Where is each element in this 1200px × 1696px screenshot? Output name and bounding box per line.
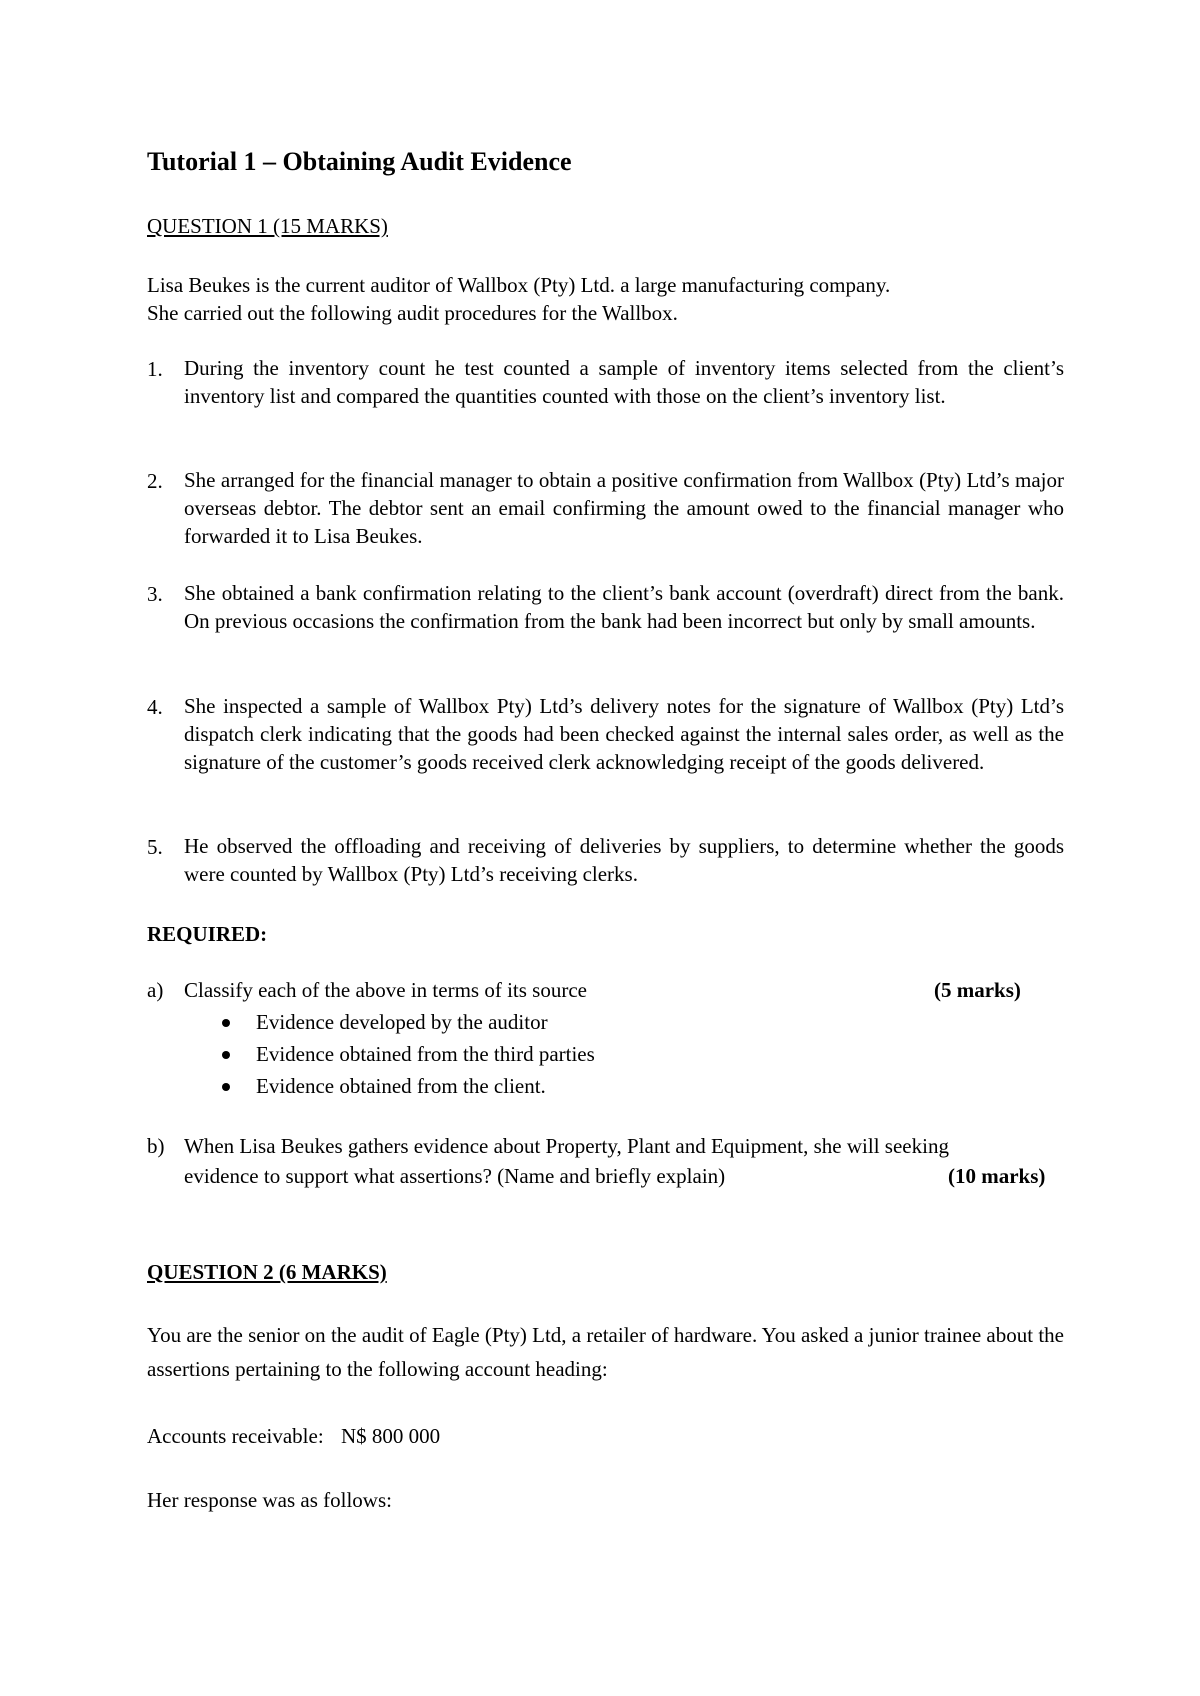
part-b-line-2: evidence to support what assertions? (Name and briefly explain) bbox=[184, 1164, 726, 1188]
part-a-letter: a) bbox=[147, 978, 164, 1002]
q2-intro: You are the senior on the audit of Eagle (Pty) Ltd, a retailer of hardware. You asked a junior trainee about the assertions pertaining to the following account heading: bbox=[147, 1323, 1064, 1381]
item-2-text: She arranged for the financial manager to obtain a positive confirmation from Wallbox (Pty) Ltd’s major overseas debtor. The debtor sent an email confirming the amount owed to the financial manager who forwarded it to Lisa Beukes. bbox=[184, 468, 1064, 548]
part-a-bullet-2: Evidence obtained from the third parties bbox=[256, 1042, 595, 1066]
part-b-marks: (10 marks) bbox=[948, 1164, 1046, 1188]
account-value: N$ 800 000 bbox=[341, 1424, 441, 1448]
bullet-icon bbox=[222, 1019, 230, 1027]
account-label: Accounts receivable: bbox=[147, 1424, 324, 1448]
item-4-number: 4. bbox=[147, 695, 163, 719]
item-3-number: 3. bbox=[147, 582, 163, 606]
part-a-marks: (5 marks) bbox=[934, 978, 1021, 1002]
part-a-text: Classify each of the above in terms of its source bbox=[184, 978, 587, 1002]
document-title: Tutorial 1 – Obtaining Audit Evidence bbox=[147, 147, 572, 176]
required-label: REQUIRED: bbox=[147, 922, 268, 946]
question-1-heading: QUESTION 1 (15 MARKS) bbox=[147, 214, 388, 238]
question-2-heading: QUESTION 2 (6 MARKS) bbox=[147, 1260, 387, 1284]
bullet-icon bbox=[222, 1051, 230, 1059]
q2-response: Her response was as follows: bbox=[147, 1488, 392, 1512]
item-5-number: 5. bbox=[147, 835, 163, 859]
item-3-text: She obtained a bank confirmation relating to the client’s bank account (overdraft) direct from the bank. On previous occasions the confirmation from the bank had been incorrect but only by small amounts. bbox=[184, 581, 1064, 633]
q1-intro-line-1: Lisa Beukes is the current auditor of Wallbox (Pty) Ltd. a large manufacturing company. bbox=[147, 273, 891, 297]
q1-intro-line-2: She carried out the following audit procedures for the Wallbox. bbox=[147, 301, 678, 325]
item-2-number: 2. bbox=[147, 469, 163, 493]
part-a-bullet-3: Evidence obtained from the client. bbox=[256, 1074, 546, 1098]
item-4-text: She inspected a sample of Wallbox Pty) Ltd’s delivery notes for the signature of Wallbox (Pty) Ltd’s dispatch clerk indicating that the goods had been checked against the internal sales order, as well as the signature of the customer’s goods received clerk acknowledging receipt of the goods delivered. bbox=[184, 694, 1064, 774]
part-a-bullet-1: Evidence developed by the auditor bbox=[256, 1010, 548, 1034]
item-1-number: 1. bbox=[147, 357, 163, 381]
bullet-icon bbox=[222, 1083, 230, 1091]
item-1-text: During the inventory count he test counted a sample of inventory items selected from the client’s inventory list and compared the quantities counted with those on the client’s inventory list. bbox=[184, 356, 1064, 408]
item-5-text: He observed the offloading and receiving of deliveries by suppliers, to determine whether the goods were counted by Wallbox (Pty) Ltd’s receiving clerks. bbox=[184, 834, 1064, 886]
part-b-line-1: When Lisa Beukes gathers evidence about Property, Plant and Equipment, she will seeking bbox=[184, 1134, 949, 1158]
part-b-letter: b) bbox=[147, 1134, 165, 1158]
